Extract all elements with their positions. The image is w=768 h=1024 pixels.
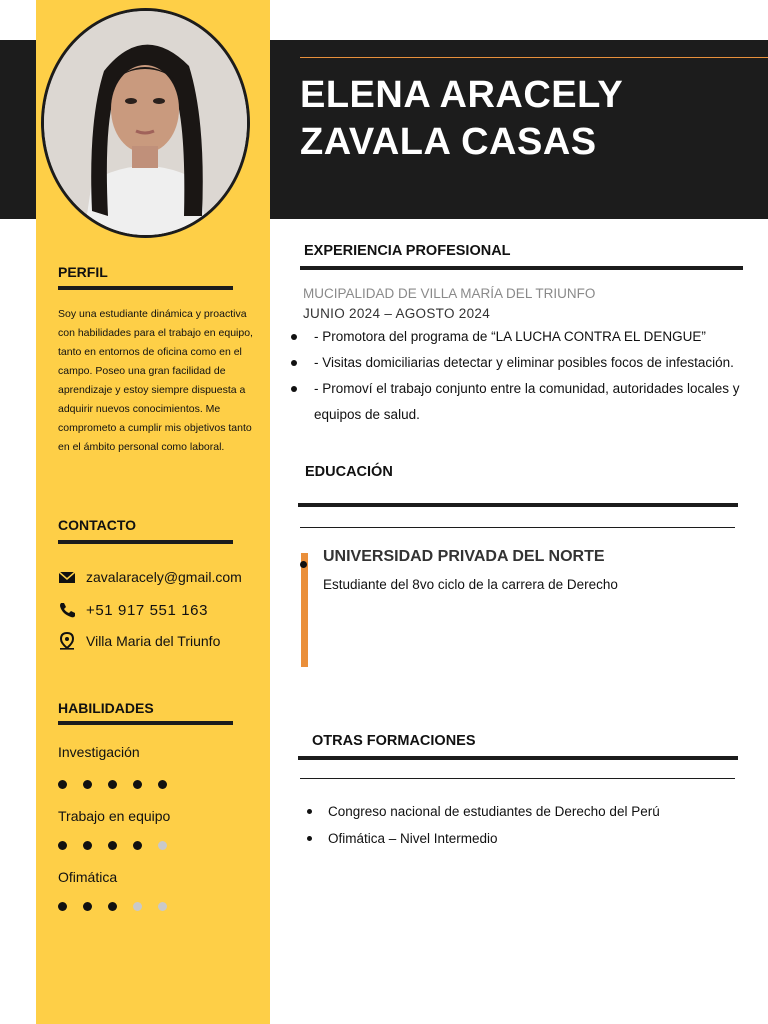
other-training-list xyxy=(300,798,660,852)
education-institution: UNIVERSIDAD PRIVADA DEL NORTE xyxy=(323,548,605,565)
education-heading-underline xyxy=(298,503,738,507)
skill-dot-filled xyxy=(133,780,142,789)
list-item: - Promoví el trabajo conjunto entre la comunidad, autoridades locales y equipos de salud. xyxy=(285,376,755,428)
name-line-1: ELENA ARACELY xyxy=(300,74,624,116)
envelope-icon xyxy=(58,568,76,586)
header-accent-line xyxy=(300,57,768,58)
education-description: Estudiante del 8vo ciclo de la carrera de Derecho xyxy=(323,577,618,592)
skill-dot-filled xyxy=(83,841,92,850)
skill-dot-filled xyxy=(108,902,117,911)
skill-dot-filled xyxy=(83,780,92,789)
skill-dot-empty xyxy=(158,841,167,850)
experience-organization: MUCIPALIDAD DE VILLA MARÍA DEL TRIUNFO xyxy=(303,286,596,301)
experience-heading: EXPERIENCIA PROFESIONAL xyxy=(304,243,511,259)
profile-text: Soy una estudiante dinámica y proactiva con habilidades para el trabajo en equipo, tanto en entornos de oficina como en el campo. Poseo una gran facilidad de aprendizaje y estoy siempre dispuesta a adquirir nuevos conocimientos. Me comprometo a cumplir mis objetivos tanto en el ámbito personal como laboral. xyxy=(58,308,253,453)
experience-dates: JUNIO 2024 – AGOSTO 2024 xyxy=(303,306,491,321)
contact-location-text: Villa Maria del Triunfo xyxy=(86,633,221,649)
contact-location[interactable] xyxy=(58,632,220,650)
list-item: - Promotora del programa de “LA LUCHA CONTRA EL DENGUE” xyxy=(285,324,755,350)
education-heading: EDUCACIÓN xyxy=(305,464,393,480)
contact-email[interactable] xyxy=(58,568,242,586)
skill-name-investigacion: Investigación xyxy=(58,744,140,760)
skills-heading: HABILIDADES xyxy=(58,700,154,716)
candidate-name xyxy=(300,72,760,166)
education-bullet-dot xyxy=(300,561,307,568)
profile-heading-underline xyxy=(58,286,233,290)
contact-phone-text: +51 917 551 163 xyxy=(86,601,209,619)
skill-dot-filled xyxy=(58,841,67,850)
name-line-2: ZAVALA CASAS xyxy=(300,121,597,163)
skill-dot-empty xyxy=(158,902,167,911)
experience-heading-underline xyxy=(300,266,743,270)
skill-dot-empty xyxy=(133,902,142,911)
education-divider xyxy=(300,527,735,528)
other-training-divider xyxy=(300,778,735,779)
location-pin-icon xyxy=(58,632,76,650)
skill-dot-filled xyxy=(108,780,117,789)
skills-heading-underline xyxy=(58,721,233,725)
skill-dot-filled xyxy=(83,902,92,911)
skill-dot-filled xyxy=(158,780,167,789)
experience-bullet-list xyxy=(285,324,755,428)
profile-heading: PERFIL xyxy=(58,264,108,280)
portrait-illustration xyxy=(44,11,247,235)
education-accent-bar xyxy=(301,553,308,667)
list-item: Ofimática – Nivel Intermedio xyxy=(300,825,660,852)
skill-name-trabajo-en-equipo: Trabajo en equipo xyxy=(58,808,171,824)
skill-rating-investigacion xyxy=(58,780,167,789)
skill-dot-filled xyxy=(58,902,67,911)
list-item: Congreso nacional de estudiantes de Derecho del Perú xyxy=(300,798,660,825)
skill-name-ofimatica: Ofimática xyxy=(58,869,118,885)
list-item: - Visitas domiciliarias detectar y eliminar posibles focos de infestación. xyxy=(285,350,755,376)
contact-phone[interactable] xyxy=(58,601,208,619)
other-training-heading-underline xyxy=(298,756,738,760)
skill-dot-filled xyxy=(133,841,142,850)
phone-icon xyxy=(58,601,76,619)
skill-rating-ofimatica xyxy=(58,902,167,911)
header-left-strip xyxy=(0,40,36,219)
profile-photo xyxy=(41,8,250,238)
contact-heading: CONTACTO xyxy=(58,517,137,533)
contact-heading-underline xyxy=(58,540,233,544)
contact-email-text: zavalaracely@gmail.com xyxy=(86,569,242,585)
other-training-heading: OTRAS FORMACIONES xyxy=(312,733,476,749)
skill-dot-filled xyxy=(58,780,67,789)
skill-dot-filled xyxy=(108,841,117,850)
skill-rating-trabajo-en-equipo xyxy=(58,841,167,850)
